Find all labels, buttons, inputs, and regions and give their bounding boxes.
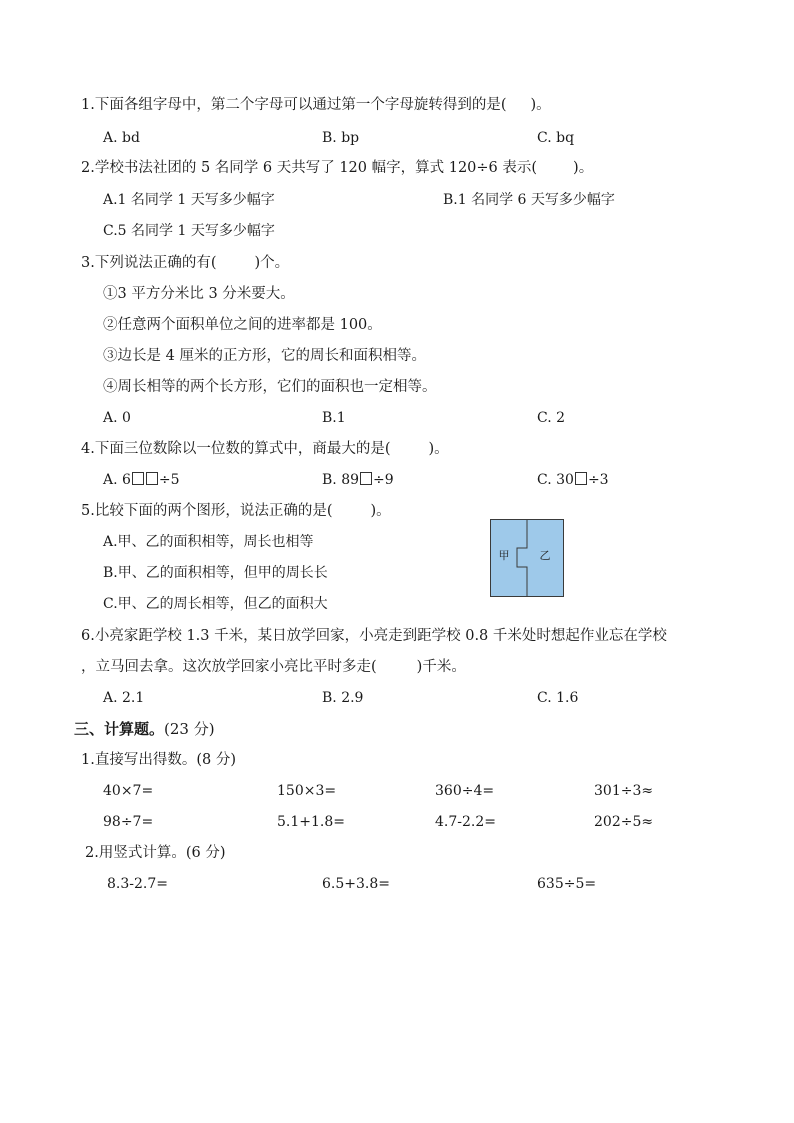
q3-option-c[interactable]: C. 2 (537, 410, 566, 426)
q5-stem (81, 501, 391, 521)
q3-option-a[interactable]: A. 0 (103, 410, 131, 426)
q1-option-b[interactable]: B. bp (322, 130, 360, 146)
calc1-item: 5.1+1.8= (277, 814, 345, 830)
digit-box (575, 472, 587, 485)
calc1-item: 40×7= (103, 783, 154, 799)
q3-option-b[interactable]: B.1 (322, 410, 346, 426)
q4-option-a-tail: ÷5 (158, 472, 180, 488)
q2-stem-text: 2.学校书法社团的 5 名同学 6 天共写了 120 幅字，算式 120÷6 表示( (81, 160, 538, 176)
q3-stem-text: 3.下列说法正确的有( (81, 255, 217, 271)
q4-option-c-tail: ÷3 (587, 472, 609, 488)
q3-statement-1: ①3 平方分米比 3 分米要大。 (103, 286, 295, 302)
shape-jia-label: 甲 (498, 549, 510, 562)
digit-box (146, 472, 158, 485)
q4-stem-end: )。 (428, 441, 449, 457)
calc1-item: 98÷7= (103, 814, 154, 830)
section-three-title: 三、计算题。 (74, 720, 165, 738)
q5-option-b[interactable]: B.甲、乙的面积相等，但甲的周长长 (103, 565, 328, 581)
q6-stem-line2 (81, 657, 466, 677)
q6-option-b[interactable]: B. 2.9 (322, 690, 364, 706)
q3-statement-4: ④周长相等的两个长方形，它们的面积也一定相等。 (103, 379, 437, 395)
calc1-item: 150×3= (277, 783, 337, 799)
shape-yi-label: 乙 (539, 549, 551, 562)
q5-option-a[interactable]: A.甲、乙的面积相等，周长也相等 (103, 534, 314, 550)
q2-option-b[interactable]: B.1 名同学 6 天写多少幅字 (443, 192, 615, 208)
q2-option-c[interactable]: C.5 名同学 1 天写多少幅字 (103, 223, 275, 239)
q3-statement-3: ③边长是 4 厘米的正方形，它的周长和面积相等。 (103, 348, 426, 364)
calc1-item: 360÷4= (435, 783, 495, 799)
digit-box (132, 472, 144, 485)
q1-stem (81, 95, 551, 115)
calc2-title: 2.用竖式计算。(6 分) (85, 845, 226, 861)
q4-stem (81, 439, 449, 459)
q4-option-a-label: A. 6 (103, 472, 131, 488)
q6-option-c[interactable]: C. 1.6 (537, 690, 579, 706)
calc1-item: 301÷3≈ (594, 783, 654, 799)
q4-option-c-label: C. 30 (537, 472, 574, 488)
calc2-item: 8.3-2.7= (107, 876, 168, 892)
q3-statement-2: ②任意两个面积单位之间的进率都是 100。 (103, 317, 382, 333)
q5-stem-end: )。 (370, 503, 391, 519)
q4-option-a[interactable] (103, 470, 180, 490)
calc2-item: 6.5+3.8= (322, 876, 390, 892)
q5-option-c[interactable]: C.甲、乙的周长相等，但乙的面积大 (103, 596, 328, 612)
q1-stem-text: 1.下面各组字母中，第二个字母可以通过第一个字母旋转得到的是( (81, 97, 507, 113)
q2-stem (81, 158, 593, 178)
digit-box (360, 472, 372, 485)
q6-stem-end: )千米。 (416, 659, 466, 675)
calc1-title: 1.直接写出得数。(8 分) (81, 752, 236, 768)
shapes-figure (490, 519, 564, 597)
q1-option-a[interactable]: A. bd (103, 130, 140, 146)
q1-stem-end: )。 (530, 97, 551, 113)
q4-option-b-tail: ÷9 (373, 472, 394, 488)
q3-stem (81, 253, 289, 273)
q5-stem-text: 5.比较下面的两个图形，说法正确的是( (81, 503, 333, 519)
q2-option-a[interactable]: A.1 名同学 1 天写多少幅字 (103, 192, 275, 208)
q4-option-b[interactable] (322, 470, 394, 490)
q4-option-c[interactable] (537, 470, 609, 490)
q4-stem-text: 4.下面三位数除以一位数的算式中，商最大的是( (81, 441, 391, 457)
section-three-heading (74, 719, 215, 739)
q2-stem-end: )。 (573, 160, 594, 176)
q6-stem-text: ，立马回去拿。这次放学回家小亮比平时多走( (81, 659, 377, 675)
calc1-item: 202÷5≈ (594, 814, 654, 830)
q4-option-b-label: B. 89 (322, 472, 360, 488)
calc2-item: 635÷5= (537, 876, 597, 892)
calc1-item: 4.7-2.2= (435, 814, 496, 830)
section-three-points: (23 分) (164, 720, 215, 738)
q1-option-c[interactable]: C. bq (537, 130, 575, 146)
q6-stem-line1: 6.小亮家距学校 1.3 千米，某日放学回家，小亮走到距学校 0.8 千米处时想起作业忘在学校 (81, 628, 667, 644)
q6-option-a[interactable]: A. 2.1 (103, 690, 145, 706)
q3-stem-end: )个。 (254, 255, 290, 271)
